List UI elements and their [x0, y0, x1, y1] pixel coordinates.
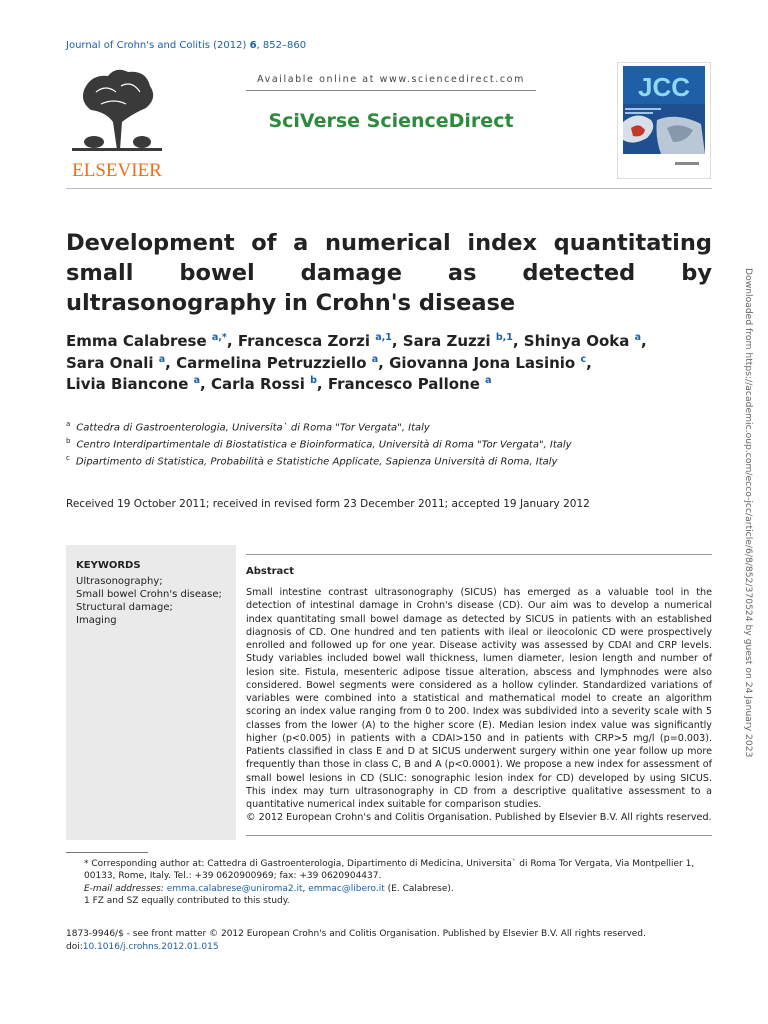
author-line: [66, 374, 712, 396]
equal-contribution-note: 1 FZ and SZ equally contributed to this study.: [84, 896, 290, 907]
journal-volume: 6: [249, 40, 257, 51]
author-line: [66, 331, 712, 353]
corresponding-author-note: * Corresponding author at: Cattedra di Gastroenterologia, Dipartimento di Medicina, Universita` di Roma Tor Vergata, Via Montpellier 1, 00133, Rome, Italy. Tel.: +39 0620900969; fax: +39 0620904437.: [84, 859, 695, 882]
affiliations: [66, 418, 706, 468]
abstract-section: [66, 545, 712, 840]
abstract-heading: Abstract: [246, 566, 295, 577]
author-line: [66, 353, 712, 375]
affiliation-text: Cattedra di Gastroenterologia, Universita` di Roma "Tor Vergata", Italy: [76, 422, 430, 434]
keyword-item: Ultrasonography;: [76, 576, 163, 587]
author-name: Sara Onali: [66, 353, 154, 372]
sciverse-logo[interactable]: SciVerse ScienceDirect: [268, 110, 514, 132]
author-affiliation-link[interactable]: a: [371, 353, 379, 365]
abstract-text: Small intestine contrast ultrasonography (SICUS) has emerged as a valuable tool in the detection of intestinal damage in Crohn's disease (CD). Our aim was to develop a numerical index quantitating small bowel damage as detected by SICUS in patients with an established diagnosis of CD. One hundred and ten patients with ileal or ileocolonic CD were prospectively enrolled and followed up for one year. Disease activity was assessed by CDAI and CRP levels. Study variables included bowel wall thickness, lumen diameter, lesion length and number of lesion site. Fistula, mesenteric adipose tissue alteration, abscess and lymphnodes were also considered. Bowel segments were considered as a hollow cylinder. Standardized variations of variables were combined into a statistical and mathematical model to create an algorithm scoring an index value ranging from 0 to 200. Index was subdivided into a severity scale with 5 classes from the lower (A) to the higher score (E). Median lesion index value was significantly higher (p<0.005) in patients with a CDAI>150 and in patients with CRP>5 mg/l (p=0.003). Patients classified in class E and D at SICUS underwent surgery within one year follow up more frequently than those in class C, B and A (p<0.0001). We propose a new index for assessment of small bowel lesions in CD (SLIC: sonographic lesion index for CD) developed by using SICUS. This index may turn ultrasonography in CD from a descriptive qualitative assessment to a quantitative numerical index suitable for comparison studies.: [246, 587, 712, 810]
affiliation-text: Centro Interdipartimentale di Biostatistica e Bioinformatica, Università di Roma "Tor Vergata", Italy: [76, 439, 572, 451]
author-affiliation-link[interactable]: a: [193, 375, 201, 386]
author-affiliation-link[interactable]: c: [580, 353, 587, 365]
author-separator: ,: [316, 375, 328, 393]
footnotes: [66, 858, 712, 908]
author-affiliation-link[interactable]: b: [310, 375, 317, 386]
page-footer: [66, 928, 712, 953]
header-divider: [246, 90, 536, 91]
author-name: Emma Calabrese: [66, 332, 207, 350]
author-separator: ,: [512, 332, 524, 350]
keywords-box: [66, 545, 236, 840]
keywords-heading: KEYWORDS: [76, 560, 141, 571]
email-link-1[interactable]: emma.calabrese@uniroma2.it: [166, 883, 303, 894]
elsevier-logo: [66, 62, 168, 180]
keyword-item: Imaging: [76, 615, 117, 626]
affiliation-item: [66, 418, 706, 435]
abstract-top-divider: [246, 554, 712, 555]
author-affiliation-link[interactable]: a: [158, 353, 166, 365]
affiliation-item: [66, 452, 706, 469]
journal-pages: , 852–860: [256, 40, 307, 51]
author-name: Carla Rossi: [210, 375, 305, 393]
author-separator: ,: [641, 332, 647, 350]
author-name: Livia Biancone: [66, 375, 189, 393]
journal-name: Journal of Crohn's and Colitis (2012): [66, 40, 247, 51]
author-separator: ,: [391, 332, 403, 350]
issn-line: 1873-9946/$ - see front matter © 2012 European Crohn's and Colitis Organisation. Published by Elsevier B.V. All rights reserved.: [66, 929, 646, 939]
footnote-divider: [66, 852, 148, 853]
doi-line: [66, 941, 712, 954]
download-notice-text: Downloaded from https://academic.oup.com/ecco-jcc/article/6/8/852/370524 by guest on 24 January 2023: [743, 268, 754, 758]
author-affiliation-link[interactable]: b,1: [495, 332, 513, 343]
keyword-item: Small bowel Crohn's disease;: [76, 589, 222, 600]
author-affiliation-link[interactable]: a,*: [211, 332, 227, 343]
affiliation-item: [66, 435, 706, 452]
keyword-item: Structural damage;: [76, 602, 173, 613]
email-suffix: (E. Calabrese).: [387, 883, 454, 894]
affiliation-key: a: [66, 420, 71, 428]
author-name: Sara Zuzzi: [402, 332, 491, 350]
author-separator: ,: [586, 353, 592, 372]
received-dates: Received 19 October 2011; received in revised form 23 December 2011; accepted 19 January 2012: [66, 498, 590, 510]
author-separator: ,: [165, 353, 177, 372]
email-label: E-mail addresses:: [84, 883, 164, 894]
download-watermark: [742, 268, 754, 768]
author-affiliation-link[interactable]: a: [634, 332, 642, 343]
author-separator: ,: [378, 353, 390, 372]
author-separator: ,: [226, 332, 238, 350]
affiliation-key: b: [66, 436, 71, 445]
affiliation-key: c: [66, 453, 70, 462]
abstract-copyright: © 2012 European Crohn's and Colitis Organisation. Published by Elsevier B.V. All rights reserved.: [246, 812, 712, 824]
header-bottom-divider: [66, 188, 712, 189]
available-online[interactable]: Available online at www.sciencedirect.com: [257, 74, 525, 85]
journal-cover-image[interactable]: [617, 62, 711, 179]
email-note: E-mail addresses: emma.calabrese@uniroma2.it, emmac@libero.it (E. Calabrese).: [84, 883, 454, 894]
email-link-2[interactable]: emmac@libero.it: [308, 883, 385, 894]
affiliation-text: Dipartimento di Statistica, Probabilità e Statistiche Applicate, Sapienza Università di Roma, Italy: [75, 455, 558, 467]
cover-logo: JCC: [637, 72, 691, 102]
author-name: Francesco Pallone: [327, 375, 480, 393]
author-list: [66, 331, 712, 396]
author-affiliation-link[interactable]: a: [485, 375, 492, 386]
keywords-list: [76, 575, 236, 627]
doi-link[interactable]: 10.1016/j.crohns.2012.01.015: [82, 941, 219, 952]
author-name: Giovanna Jona Lasinio: [389, 353, 576, 372]
doi-prefix: doi:: [66, 941, 83, 952]
author-name: Francesca Zorzi: [237, 332, 370, 350]
author-name: Carmelina Petruzziello: [176, 353, 367, 372]
abstract-body: [246, 586, 712, 825]
author-separator: ,: [200, 375, 211, 393]
author-name: Shinya Ooka: [523, 332, 630, 350]
journal-reference[interactable]: [66, 40, 306, 51]
elsevier-wordmark: ELSEVIER: [72, 160, 162, 180]
abstract-bottom-divider: [246, 835, 712, 836]
article-title: Development of a numerical index quantitating small bowel damage as detected by ultrasonography in Crohn's disease: [66, 230, 712, 316]
author-affiliation-link[interactable]: a,1: [375, 332, 392, 343]
